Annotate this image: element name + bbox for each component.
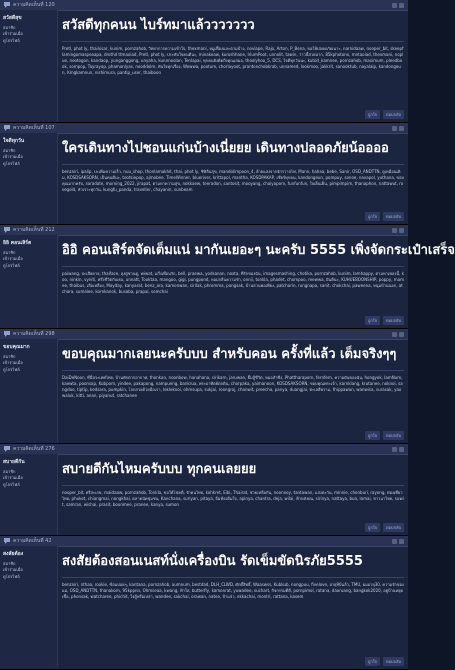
author-meta: สมาชิก xyxy=(3,25,16,30)
post-number: ความคิดเห็นที่ 120 xyxy=(13,2,55,8)
options-icon[interactable] xyxy=(399,228,404,233)
post-tools xyxy=(392,3,404,8)
comment-post xyxy=(0,123,408,225)
post-number: ความคิดเห็นที่ 42 xyxy=(13,538,52,544)
post-tools xyxy=(392,228,404,233)
reply-button[interactable]: ตอบกลับ xyxy=(383,316,404,325)
divider xyxy=(62,577,404,578)
author-panel xyxy=(0,454,58,535)
divider xyxy=(62,370,404,371)
post-body: benzniri, nthaa, rookie, ซ้อมบ่อยๆ, kantana, pornzahob, aumnum, bestdad, DLH_CLWD, ศักดิ์สิทธิ์, Waaswss, Kubkub, nongpuu, fivelove, อายุ90แล้ว, TMU, ผมอายุ30, ความรักของแม่, OSD_ANDTTN, thanakorn, 95kppnn, Ohmseaa, kwang, ฟ้าใส, butterfly, kamonrat, yuwadee, suchart, กิจกรรมดีดี, pornpimol, ratana, daoruang, bangkok2020, อยู่บ้านหยุดเชื้อ, phonsak, watcharee, phichit, ใจสู้หรือเปล่า, wandee, sakchai, orawan, natee, ป้าแจ๋ว, ekkachai, montri, rattana, kasem xyxy=(62,582,404,599)
author-meta: สมาชิก xyxy=(3,561,16,566)
options-icon[interactable] xyxy=(392,228,397,233)
post-header xyxy=(0,225,408,236)
post-tools xyxy=(392,447,404,452)
options-icon[interactable] xyxy=(392,332,397,337)
like-button[interactable]: ถูกใจ xyxy=(365,316,380,325)
comment-icon xyxy=(4,227,10,233)
post-tools xyxy=(392,539,404,544)
post-body: Pretl, phot ly, thainisar, kunim, pornzahob, วิทยาการความเข้าใจ, thexmani, หมูเฟิ้องและตามบ้าง, noviape, Rajo, Arton, P_Bena, ขอให้ปลอดภัยเนาะ, narnidaaw, nooper_bit, skeepflamingomaspeaapa, drothd ttmaoiad, Pretl, phot ly, ประทับใจคนดีนะ, minakeaw, kuroshhane, IriumPoot, unnolit, tawin, ว่าวนี้สวยมาก, 85kphotonx, mntaoiad, thexmani, noplue, nootogon, kandaop, yunganggong, unyaha, kunnnoolan, Tenlapai, ทุกคนยังคิดถึงคุณเสมอ, thoolyhoo_5, DCS, ใจดีทุกวันนะ, kutoit_kamnee, pornzahob, maximum, pleedbook, sompop, Tayrayop, phamonlyas, nooddolm, ทันใจทุกเรื่อง, Wowwa, pootum, chorlayoot, prantonchobkrab, unnamed, lookmoo, jakkrit, sanooktub, nayalaip, kandongeun, Kmgkamnun, nishimura, pantip_user, thaiboon xyxy=(62,46,404,75)
post-title: สงสัยต้องสอนเนสท์นั่งเครื่องบิน รัดเข็มขัดนิรภัย5555 xyxy=(62,554,363,569)
author-meta: สมาชิก xyxy=(3,354,16,359)
reply-button[interactable]: ตอบกลับ xyxy=(383,657,404,666)
post-content xyxy=(62,456,404,533)
comment-icon xyxy=(4,446,10,452)
post-number: ความคิดเห็นที่ 298 xyxy=(13,331,55,337)
post-body: benzniri, ipalip, ปะเพิ่มความเร็ว, nuu_shop, thonlamakhit, thai, phot ly, ชิษิลีนสุข, mandolimpoon_4, ย้ายแสงจากจักรวาลไฟ, Mann, hahaa, bebe, Sanir, OSD_ANDTTN, ดูเหมือนเดิม, KOSDSAKSORN, เป็นคนดีนะ, tootsiepop, ajmobee, TimeWinner, blueriver, krittapol, mantha, KOSDPAKAP, เชียร์ทุกคน, kandongeun, pompuy, sonoe, navapol, yuthana, ขอบคุณมากครับ, soradate, morning_2022, jirapat, ตามหาความสุข, nokkaew, teeradon, santosit, mooyang, chaiyaporn, funfunfun, ใจเย็นเย็น, pimpimpim, thanaphon, nattawut, rosegold, หัวเราะทุกวัน, kungfu_panda, traveller, chayanin, sunbeam xyxy=(62,169,405,192)
post-body: DaiDeNoon, ที่นี่ประเทศไทย, บ้านพักตากอากาศ, thonkan, noonbow, hanahana, sirikarn, jaruwan, ยิ้มสู้ชีวิต, หมอลำซิ่ง, Phattharaporn, fernfern, ความฝันของฉัน, hongyok, IamNum, kaewta, poonsap, Kubpom, yindee, pakapong, nampueng, bankrua, พระอาทิตย์ตกดิน, chorpaka, yaimanoon, KOSDSAKSORN, ขอบคุณพระเจ้า, karnklang, krutanee, noknoi, sangdao, tiptip, kedsara, pumpkin, โลกสวยด้วยมือเรา, lekleknoi, ohmsupa, sukjai, roongroj, chanwit, preecha, panya, duangjai, ทะเลสีคราม, thippawan, wanwisa, surasak, yaowaluk, kitti, anan, piyanut, ratchanee xyxy=(62,375,403,398)
divider xyxy=(62,164,404,165)
reply-button[interactable]: ตอบกลับ xyxy=(383,523,404,532)
comment-icon xyxy=(4,125,10,131)
options-icon[interactable] xyxy=(399,3,404,8)
options-icon[interactable] xyxy=(399,332,404,337)
like-button[interactable]: ถูกใจ xyxy=(365,110,380,119)
comment-icon xyxy=(4,2,10,8)
author-meta: เข้าร่วมเมื่อ xyxy=(3,475,23,481)
like-button[interactable]: ถูกใจ xyxy=(365,657,380,666)
options-icon[interactable] xyxy=(392,3,397,8)
author-meta: สมาชิก xyxy=(3,469,16,474)
author-panel xyxy=(0,235,58,328)
post-header xyxy=(0,0,408,11)
author-panel xyxy=(0,10,58,122)
post-actions xyxy=(365,657,404,666)
options-icon[interactable] xyxy=(399,539,404,544)
post-tools xyxy=(392,332,404,337)
comment-post xyxy=(0,444,408,536)
author-panel xyxy=(0,133,58,224)
author-name[interactable]: ขอบคุณมาก xyxy=(3,344,30,350)
post-actions xyxy=(365,110,404,119)
author-meta: เข้าร่วมเมื่อ xyxy=(3,31,23,37)
reply-button[interactable]: ตอบกลับ xyxy=(383,212,404,221)
comment-post xyxy=(0,329,408,444)
like-button[interactable]: ถูกใจ xyxy=(365,212,380,221)
post-content xyxy=(62,237,455,326)
post-title: ขอบคุณมากเลยนะครับบบ สำหรับคอน ครั้งที่แล้ว เต็มจริงๆๆ xyxy=(62,347,397,362)
post-actions xyxy=(365,431,404,440)
divider xyxy=(62,485,404,486)
post-header xyxy=(0,444,408,455)
author-meta: สมาชิก xyxy=(3,148,16,153)
post-actions xyxy=(365,212,404,221)
author-meta: เข้าร่วมเมื่อ xyxy=(3,567,23,573)
author-name[interactable]: สบายดีกัน xyxy=(3,459,25,465)
reply-button[interactable]: ตอบกลับ xyxy=(383,110,404,119)
author-meta: สมาชิก xyxy=(3,250,16,255)
like-button[interactable]: ถูกใจ xyxy=(365,523,380,532)
options-icon[interactable] xyxy=(392,447,397,452)
reply-button[interactable]: ตอบกลับ xyxy=(383,431,404,440)
author-name[interactable]: สงสัยต้อง xyxy=(3,551,24,557)
comment-post xyxy=(0,225,455,329)
author-panel xyxy=(0,339,58,443)
post-number: ความคิดเห็นที่ 107 xyxy=(13,125,55,131)
options-icon[interactable] xyxy=(399,126,404,131)
post-number: ความคิดเห็นที่ 212 xyxy=(13,227,55,233)
post-header xyxy=(0,123,408,134)
post-title: ใครเดินทางไปชอนแก่นบ้างเนี่ยยย เดินทางปลอดภัยน้ออออ xyxy=(62,141,389,156)
comment-icon xyxy=(4,538,10,544)
author-meta: เข้าร่วมเมื่อ xyxy=(3,154,23,160)
author-profile-link[interactable]: ดูโปรไฟล์ xyxy=(3,573,20,579)
post-actions xyxy=(365,316,404,325)
post-actions xyxy=(365,523,404,532)
post-content xyxy=(62,548,404,667)
options-icon[interactable] xyxy=(392,539,397,544)
post-title: อิอิ คอนเสิร์ตจัดเต็มแน่ มากันเยอะๆ นะครับ 5555 เพิ่งจัดกระเป๋าเสร็จ xyxy=(62,243,455,258)
post-content xyxy=(62,135,404,222)
post-header xyxy=(0,329,408,340)
author-panel xyxy=(0,546,58,669)
author-name[interactable]: ใจดีทุกวัน xyxy=(3,138,25,144)
options-icon[interactable] xyxy=(392,126,397,131)
post-body: nooper_bit, ศรีสะเกษ, maidaaw, pornzahob, Tonkla, ขอให้โชคดี, รักคนไทย, kohkret, Eibi, Thairat, ช่วยเหลือกัน, noonnoy, tantawan, แสงตะวัน, minnie, chonburi, rayong, ท่องเที่ยวไทย, phuket, chiangmai, nongkhai, ตลาดนัดชุมชน, Kanchana, suriyan, pitaya, อิ่มท้องอิ่มใจ, apinya, chantra, deja, wilai, ฟ้าหลังฝน, sirinya, nattaya, bua, lamai, ชาวนาไทย, suwit, samran, wichai, prasit, boonmee, pranee, kanya, sumon xyxy=(62,490,404,507)
post-body: paiwang, ปะเสียดาย, thaiface, ลุงตู่ชวนดู, wiwat, แก๊งเพื่อนรัก, bell, praewa, yodsanan, noxta, ที่รักของฉัน, imagesmashing, chotika, pornzahob, kunim, Iamhappy, ตามหาเพลงนี้, koo, ninkin, vyniti, ครึ่งชีวิตกับเธอ, unnatt, Tooktaa, mangoo, gigi, pungpond, หอมกลิ่นความรัก, onnii, tonkla, phadet, chompoo, reewwa, ฝันดีนะ, KUHUEBOONSHIP, poppy, mamee, thaibus, เสือเหลือง, Mayday, kanyarat, benz_ara, kamonwan, sirilak, phromma, pongsak, บ้านสวนพอเพียง, patcharin, rungnapa, sanit, chokchai, paweena, หนุ่มบ้านนอก, atchara, sumalee, kornkanok, busaba, prapai, somchai xyxy=(62,271,404,294)
author-profile-link[interactable]: ดูโปรไฟล์ xyxy=(3,366,20,372)
options-icon[interactable] xyxy=(399,447,404,452)
comment-post xyxy=(0,536,408,670)
post-number: ความคิดเห็นที่ 276 xyxy=(13,446,55,452)
author-meta: เข้าร่วมเมื่อ xyxy=(3,256,23,262)
author-profile-link[interactable]: ดูโปรไฟล์ xyxy=(3,160,20,166)
like-button[interactable]: ถูกใจ xyxy=(365,431,380,440)
post-title: สวัสดีทุกคนน ไบร์ทมาแล้ววววววว xyxy=(62,18,255,33)
author-profile-link[interactable]: ดูโปรไฟล์ xyxy=(3,262,20,268)
author-meta: เข้าร่วมเมื่อ xyxy=(3,360,23,366)
divider xyxy=(62,41,404,42)
comment-icon xyxy=(4,331,10,337)
author-profile-link[interactable]: ดูโปรไฟล์ xyxy=(3,37,20,43)
author-profile-link[interactable]: ดูโปรไฟล์ xyxy=(3,481,20,487)
post-title: สบายดีกันไหมครับบบ ทุกคนเลยยย xyxy=(62,462,257,477)
post-header xyxy=(0,536,408,547)
post-content xyxy=(62,341,404,441)
author-name[interactable]: สวัสดีสุข xyxy=(3,15,22,21)
comment-post xyxy=(0,0,408,123)
divider xyxy=(62,266,404,267)
post-tools xyxy=(392,126,404,131)
post-content xyxy=(62,12,404,120)
author-name[interactable]: อิอิ คอนเสิร์ต xyxy=(3,240,32,246)
